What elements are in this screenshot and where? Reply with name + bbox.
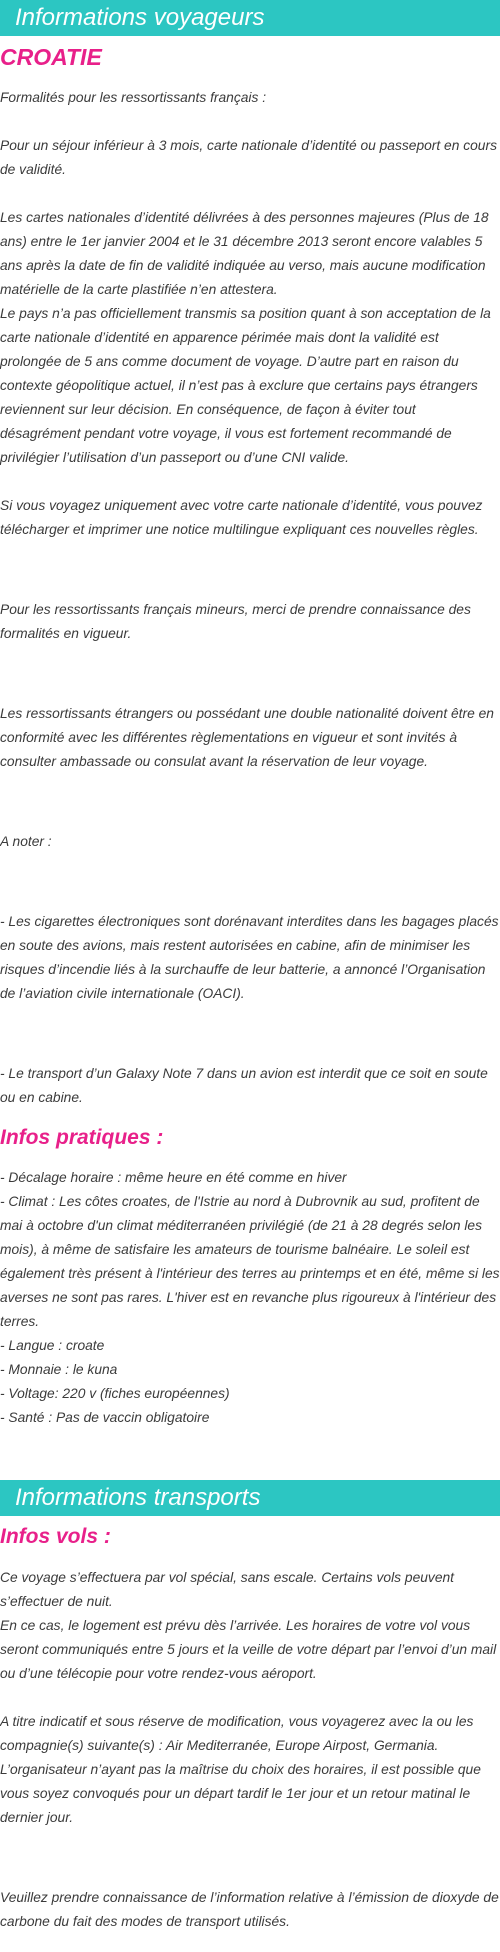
info-decalage: - Décalage horaire : même heure en été comme en hiver — [0, 1170, 347, 1185]
paragraph-mineurs-text: Pour les ressortissants français mineurs, merci de prendre connaissance des formalités en vigueur. — [0, 602, 471, 641]
paragraph-vol — [0, 1566, 500, 1686]
info-monnaie: - Monnaie : le kuna — [0, 1362, 118, 1377]
country-heading: CROATIE — [0, 44, 102, 70]
paragraph-compagnies — [0, 1710, 500, 1830]
infos-pratiques-list — [0, 1166, 500, 1430]
infos-pratiques-heading: Infos pratiques : — [0, 1126, 164, 1149]
formalities-intro — [0, 86, 500, 110]
paragraph-sejour — [0, 134, 500, 182]
banner-title: Informations voyageurs — [15, 4, 265, 31]
info-sante: - Santé : Pas de vaccin obligatoire — [0, 1410, 210, 1425]
paragraph-cni-validity: Les cartes nationales d’identité délivrées à des personnes majeures (Plus de 18 ans) entre le 1er janvier 2004 et le 31 décembre 2013 seront encore valables 5 ans après la date de fin de validité indiquée au verso, mais aucune modification matérielle de la carte plastifiée n’en attestera. — [0, 210, 489, 297]
paragraph-galaxy-text: - Le transport d’un Galaxy Note 7 dans un avion est interdit que ce soit en soute ou en cabine. — [0, 1066, 488, 1105]
paragraph-galaxy — [0, 1062, 500, 1110]
paragraph-co2-text: Veuillez prendre connaissance de l’information relative à l’émission de dioxyde de carbone du fait des modes de transport utilisés. — [0, 1890, 499, 1929]
paragraph-etrangers — [0, 702, 500, 774]
paragraph-cni — [0, 206, 500, 470]
paragraph-cigarettes — [0, 910, 500, 1006]
paragraph-cni-position: Le pays n’a pas officiellement transmis sa position quant à son acceptation de la carte nationale d’identité en apparence périmée mais dont la validité est prolongée de 5 ans comme document de voyage. D’autre part en raison du contexte géopolitique actuel, il n’est pas à exclure que certains pays étrangers reviennent sur leur décision. En conséquence, de façon à éviter tout désagrément pendant votre voyage, il vous est fortement recommandé de privilégier l’utilisation d’un passeport ou d’une CNI valide. — [0, 306, 491, 465]
banner-title: Informations transports — [15, 1484, 261, 1511]
paragraph-sejour-text: Pour un séjour inférieur à 3 mois, carte nationale d’identité ou passeport en cours de validité. — [0, 138, 497, 177]
paragraph-cigarettes-text: - Les cigarettes électroniques sont dorénavant interdites dans les bagages placés en soute des avions, mais restent autorisées en cabine, afin de minimiser les risques d’incendie liés à la surchauffe de leur batterie, a annoncé l’Organisation de l’aviation civile internationale (OACI). — [0, 914, 499, 1001]
paragraph-vol-horaires: En ce cas, le logement est prévu dès l’arrivée. Les horaires de votre vol vous seront communiqués entre 5 jours et la veille de votre départ par l’envoi d’un mail ou d’une télécopie pour votre rendez-vous aéroport. — [0, 1618, 497, 1681]
section-banner-transports — [0, 1480, 500, 1516]
section-banner-voyageurs — [0, 0, 500, 36]
paragraph-etrangers-text: Les ressortissants étrangers ou possédant une double nationalité doivent être en conformité avec les différentes règlementations en vigueur et sont invités à consulter ambassade ou consulat avant la réservation de leur voyage. — [0, 706, 494, 769]
info-climat: - Climat : Les côtes croates, de l'Istrie au nord à Dubrovnik au sud, profitent de mai à octobre d'un climat méditerranéen privilégié (de 21 à 28 degrés selon les mois), à même de satisfaire les amateurs de tourisme balnéaire. Le soleil est également très présent à l'intérieur des terres au printemps et en été, même si les averses ne sont pas rares. L'hiver est en revanche plus rigoureux à l'intérieur des terres. — [0, 1194, 500, 1329]
paragraph-notice — [0, 494, 500, 542]
info-langue: - Langue : croate — [0, 1338, 105, 1353]
paragraph-compagnies-text: A titre indicatif et sous réserve de modification, vous voyagerez avec la ou les compagnie(s) suivante(s) : Air Mediterranée, Europe Airpost, Germania. L’organisateur n’ayant pas la maîtrise du choix des horaires, il est possible que vous soyez convoqués pour un départ tardif le 1er jour et un retour matinal le dernier jour. — [0, 1714, 481, 1825]
paragraph-mineurs — [0, 598, 500, 646]
paragraph-co2 — [0, 1886, 500, 1934]
paragraph-notice-text: Si vous voyagez uniquement avec votre carte nationale d’identité, vous pouvez télécharger et imprimer une notice multilingue expliquant ces nouvelles règles. — [0, 498, 483, 537]
info-voltage: - Voltage: 220 v (fiches européennes) — [0, 1386, 230, 1401]
note-label — [0, 830, 500, 854]
infos-vols-heading: Infos vols : — [0, 1525, 111, 1548]
formalities-intro-text: Formalités pour les ressortissants français : — [0, 90, 267, 105]
paragraph-vol-special: Ce voyage s’effectuera par vol spécial, sans escale. Certains vols peuvent s’effectuer de nuit. — [0, 1570, 455, 1609]
note-label-text: A noter : — [0, 834, 52, 849]
